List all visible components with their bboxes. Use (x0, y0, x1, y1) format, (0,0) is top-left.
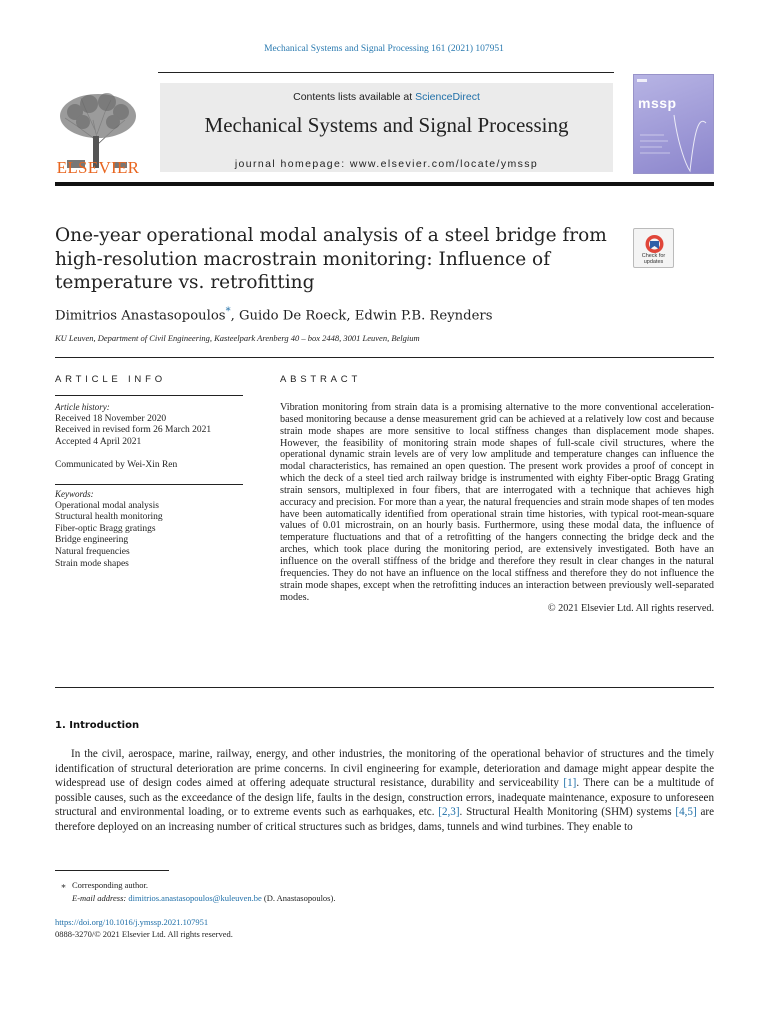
journal-homepage[interactable]: journal homepage: www.elsevier.com/locate/ymssp (234, 158, 539, 170)
journal-reference[interactable]: Mechanical Systems and Signal Processing 161 (2021) 107951 (264, 44, 504, 54)
info-top-rule (55, 357, 714, 358)
article-title: One-year operational modal analysis of a steel bridge from high-resolution macrostrain monitoring: Influence of temperature vs. retrofitting (55, 225, 607, 293)
corresponding-label: Corresponding author. (72, 880, 149, 890)
affiliation: KU Leuven, Department of Civil Engineering, Kasteelpark Arenberg 40 – box 2448, 3001 Leuven, Belgium (55, 333, 420, 343)
keyword-item: Natural frequencies (55, 546, 130, 557)
doi-block (55, 916, 233, 941)
introduction-paragraph (55, 747, 714, 835)
contents-prefix: Contents lists available at (293, 91, 416, 103)
keyword-item: Operational modal analysis (55, 500, 159, 511)
email-label: E-mail address: (72, 892, 129, 903)
footnote-star: ⁎ (61, 880, 66, 890)
contents-line (160, 91, 613, 103)
email-footnote (55, 892, 335, 905)
issn-copyright: 0888-3270/© 2021 Elsevier Ltd. All rights reserved. (55, 929, 233, 940)
keyword-item: Strain mode shapes (55, 558, 129, 569)
introduction-heading: 1. Introduction (55, 720, 140, 731)
history-label: Article history: (55, 402, 110, 412)
header-top-rule (158, 72, 614, 73)
check-for-updates-button[interactable] (633, 228, 674, 268)
keywords-rule (55, 484, 243, 485)
intro-text: . There can be a multitude of possible causes, such as the exceedance of the design life, faults in the design, construction errors, inadequate maintenance, exposure to unforeseen structural and environmental loading, or to extreme events such as earhquakes, etc. (55, 777, 714, 819)
received-date: Received 18 November 2020 (55, 413, 167, 424)
header-bottom-rule (55, 182, 714, 186)
reference-link[interactable]: [2,3] (438, 806, 460, 819)
abstract-bottom-rule (55, 687, 714, 688)
email-suffix: (D. Anastasopoulos). (261, 892, 336, 903)
abstract-text: Vibration monitoring from strain data is a promising alternative to the more conventional acceleration-based monitoring because a dense measurement grid can be achieved at a relatively low cost and because strain mode shapes are more sensitive to local stiffness changes than displacement mode shapes. However, the feasibility of monitoring strain mode shapes of full-scale civil structures, where the operational dynamic strain levels are of very low amplitude and temperature changes can influence the modal characteristics, has remained an open question. The present work provides a proof of concept in which the deck of a steel tied arch railway bridge is instrumented with eighty Fiber-optic Bragg Grating strain sensors, multiplexed in four fibers, that are interrogated with a technique that achieves high accuracy and precision. For more than a year, the natural frequencies and strain mode shapes of ten modes have been automatically identified from operational strain time histories, with typical root-mean-square values of 0.01 microstrain, on an hourly basis. Furthermore, using these modal data, the influence of temperature fluctuations and that of a retrofitting of the hangers connecting the bridge deck and the arches, which took place during the monitoring period, are extensively investigated. Both have an influence on the overall stiffness of the bridge and therefore they result in clear changes in the natural frequencies. They do not have an influence on the local stiffness and therefore they do not influence the strain mode shapes, except when the retrofitting induces an interaction between previously well-separated modes. (280, 402, 714, 603)
footnote-rule (55, 870, 169, 871)
revised-date: Received in revised form 26 March 2021 (55, 425, 212, 436)
keyword-item: Structural health monitoring (55, 512, 163, 523)
article-info-rule (55, 395, 243, 396)
journal-header (55, 72, 714, 184)
cover-title: mssp (638, 95, 677, 111)
footnotes (55, 879, 335, 905)
doi-link[interactable]: https://doi.org/10.1016/j.ymssp.2021.107951 (55, 917, 209, 927)
email-link[interactable]: dimitrios.anastasopoulos@kuleuven.be (128, 892, 262, 903)
authors-line (55, 306, 493, 323)
corresponding-footnote (55, 879, 335, 892)
intro-text: are therefore deployed on an increasing number of critical structures such as bridges, dams, tunnels and wind turbines. They enable to (55, 806, 714, 833)
communicated-by: Communicated by Wei-Xin Ren (55, 460, 178, 471)
co-authors: , Guido De Roeck, Edwin P.B. Reynders (230, 308, 493, 324)
author-anastasopoulos: Dimitrios Anastasopoulos (55, 308, 226, 324)
accepted-date: Accepted 4 April 2021 (55, 436, 142, 447)
keyword-item: Fiber-optic Bragg gratings (55, 523, 156, 534)
publisher-name: ELSEVIER (56, 158, 140, 177)
keywords (55, 489, 243, 570)
abstract-heading: ABSTRACT (280, 374, 362, 385)
journal-cover-image[interactable] (633, 74, 714, 174)
sciencedirect-link[interactable]: ScienceDirect (415, 91, 480, 103)
abstract-copyright: © 2021 Elsevier Ltd. All rights reserved. (547, 603, 714, 615)
intro-text: . Structural Health Monitoring (SHM) systems (459, 806, 676, 819)
reference-link[interactable]: [1] (563, 777, 577, 790)
abstract (280, 402, 714, 615)
reference-link[interactable]: [4,5] (675, 806, 697, 819)
article-info-heading: ARTICLE INFO (55, 374, 166, 385)
article-history (55, 402, 243, 472)
keywords-label: Keywords: (55, 489, 94, 499)
corresponding-author-mark[interactable]: * (225, 306, 231, 317)
check-updates-label: Check for updates (641, 253, 666, 265)
intro-text: In the civil, aerospace, marine, railway, energy, and other industries, the monitoring of the operational behavior of structures and the timely identification of structural deterioration are prime concerns. In civil engineering for example, deterioration and damage might appear despite the widespread use of design codes aimed at offering adequate structural resistance, durability and serviceability (55, 748, 714, 790)
keyword-item: Bridge engineering (55, 535, 129, 546)
cover-art-icon (634, 75, 714, 174)
journal-title[interactable]: Mechanical Systems and Signal Processing (204, 113, 569, 137)
journal-banner (160, 83, 613, 172)
